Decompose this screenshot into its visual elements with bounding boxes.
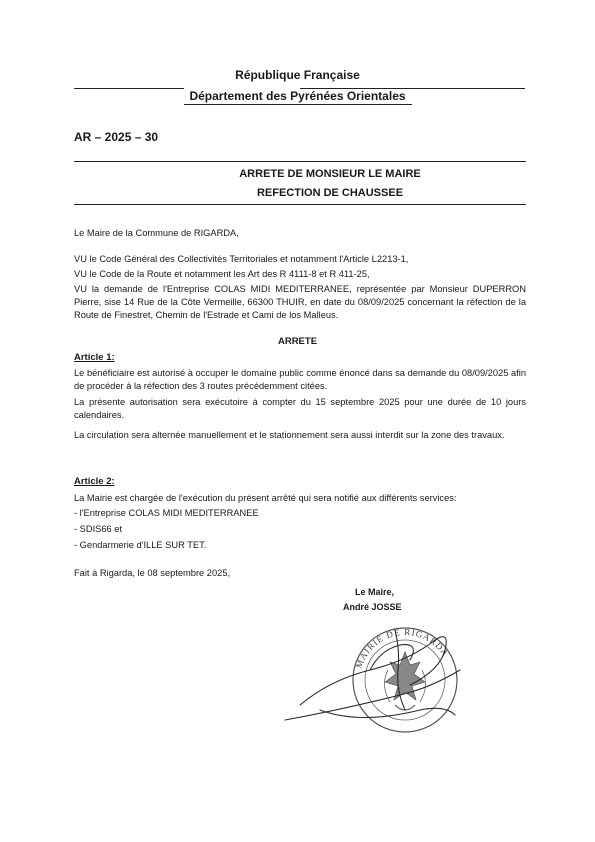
seal-text: MAIRIE DE RIGARDA (353, 626, 451, 670)
department-underline (184, 104, 412, 105)
service-item-3: - Gendarmerie d'ILLE SUR TET. (74, 540, 207, 550)
arrete-heading: ARRETE (277, 336, 318, 347)
reference-number: AR – 2025 – 30 (74, 130, 159, 144)
seal-stamp (353, 627, 457, 732)
header-department: Département des Pyrénées Orientales (189, 89, 406, 103)
article-2-intro: La Mairie est chargée de l'exécution du présent arrêté qui sera notifié aux différents services: (74, 493, 457, 503)
vu-line-2: VU le Code de la Route et notamment les Art des R 4111-8 et R 411-25, (74, 269, 370, 279)
signature-seal-graphic (260, 610, 490, 740)
article-1-paragraph-3: La circulation sera alternée manuellement et le stationnement sera aussi interdit sur la zone des travaux. (74, 430, 505, 440)
vu-line-1: VU le Code Général des Collectivités Territoriales et notamment l'Article L2213-1, (74, 254, 409, 264)
article-1-paragraph-2: La présente autorisation sera exécutoire à compter du 15 septembre 2025 pour une durée de 10 jours calendaires. (74, 397, 526, 420)
article-1-heading: Article 1: (74, 352, 115, 363)
title-line-2: REFECTION DE CHAUSSEE (256, 187, 404, 199)
service-item-2: - SDIS66 et (74, 524, 123, 534)
vu-line-3: VU la demande de l'Entreprise COLAS MIDI MEDITERRANEE, représentée par Monsieur DUPERRON Pierre, sise 14 Rue de la Côte Vermeille, 66300 THUIR, en date du 08/09/2025 concernant la réfection de la Route de Finestret, Chemin de l'Estrade et Cami de los Malleus. (74, 284, 526, 320)
header-republic: République Française (235, 68, 360, 82)
article-1-paragraph-1: Le bénéficiaire est autorisé à occuper le domaine public comme énoncé dans sa demande du 08/09/2025 afin de procéder à la réfection des 3 routes précédemment citées. (74, 368, 526, 391)
title-line-1: ARRETE DE MONSIEUR LE MAIRE (239, 168, 421, 180)
title-top-rule (74, 161, 526, 162)
intro-line: Le Maire de la Commune de RIGARDA, (74, 228, 239, 238)
signature-name: André JOSSE (343, 602, 402, 612)
article-2-heading: Article 2: (74, 476, 115, 487)
signature-role: Le Maire, (355, 587, 395, 597)
title-bottom-rule (74, 204, 526, 205)
closing-line: Fait à Rigarda, le 08 septembre 2025, (74, 568, 231, 578)
service-item-1: - l'Entreprise COLAS MIDI MEDITERRANEE (74, 508, 259, 518)
